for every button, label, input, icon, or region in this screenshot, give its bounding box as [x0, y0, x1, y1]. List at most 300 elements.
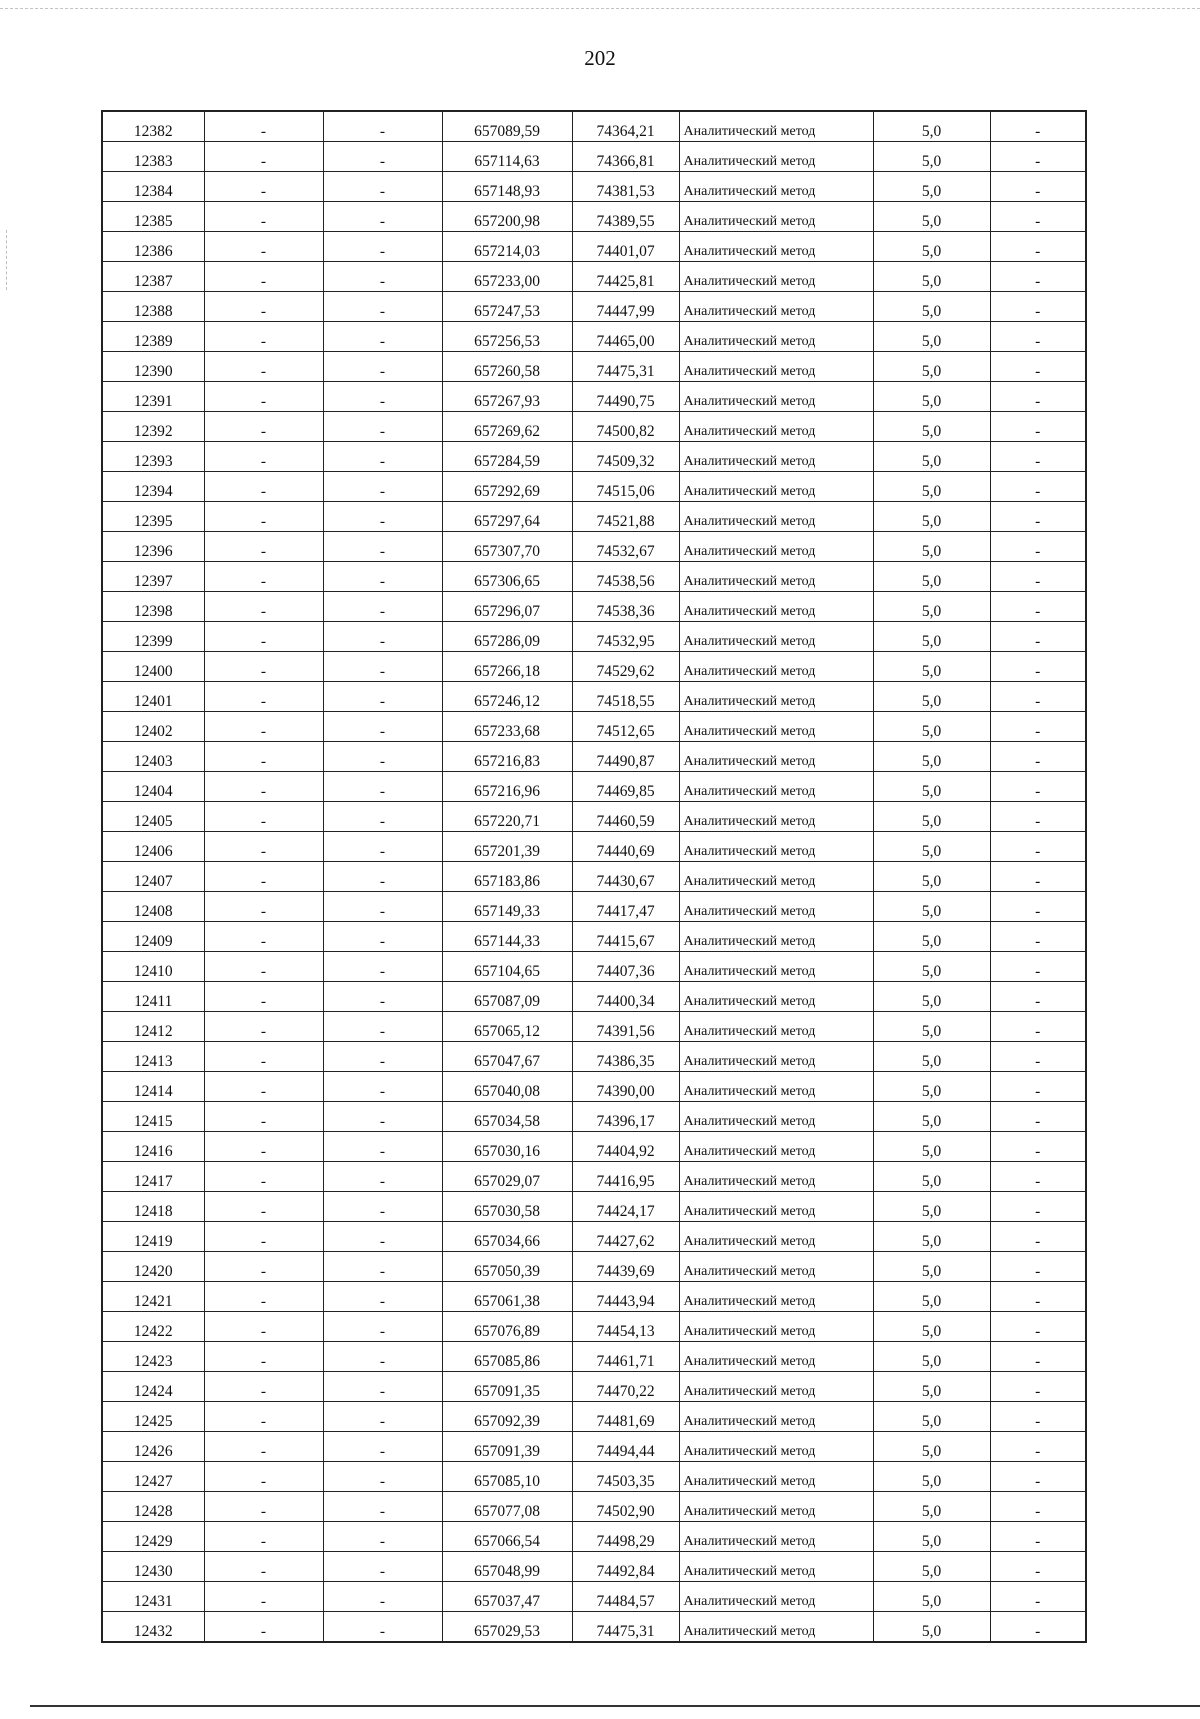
- table-row: [102, 292, 1086, 322]
- cell-coord-x: 657292,69: [442, 472, 572, 502]
- cell-coord-y: 74465,00: [572, 322, 679, 352]
- table-row: [102, 532, 1086, 562]
- cell-point-number: 12390: [102, 352, 204, 382]
- cell-coord-y: 74396,17: [572, 1102, 679, 1132]
- cell-col-8: -: [990, 1132, 1086, 1162]
- cell-col-3: -: [323, 1042, 442, 1072]
- cell-coord-x: 657307,70: [442, 532, 572, 562]
- cell-point-number: 12397: [102, 562, 204, 592]
- cell-point-number: 12428: [102, 1492, 204, 1522]
- cell-col-2: -: [204, 682, 323, 712]
- cell-coord-x: 657247,53: [442, 292, 572, 322]
- cell-coord-y: 74439,69: [572, 1252, 679, 1282]
- cell-col-3: -: [323, 232, 442, 262]
- cell-method: Аналитический метод: [679, 111, 873, 142]
- cell-method: Аналитический метод: [679, 382, 873, 412]
- cell-method: Аналитический метод: [679, 202, 873, 232]
- cell-col-8: -: [990, 532, 1086, 562]
- cell-col-2: -: [204, 532, 323, 562]
- cell-method: Аналитический метод: [679, 1252, 873, 1282]
- cell-col-3: -: [323, 982, 442, 1012]
- cell-col-8: -: [990, 1582, 1086, 1612]
- cell-col-8: -: [990, 412, 1086, 442]
- cell-col-3: -: [323, 1462, 442, 1492]
- cell-col-3: -: [323, 1132, 442, 1162]
- cell-point-number: 12413: [102, 1042, 204, 1072]
- cell-method: Аналитический метод: [679, 232, 873, 262]
- table-row: [102, 712, 1086, 742]
- cell-accuracy: 5,0: [873, 652, 990, 682]
- table-row: [102, 1102, 1086, 1132]
- cell-col-2: -: [204, 622, 323, 652]
- table-row: [102, 1252, 1086, 1282]
- cell-accuracy: 5,0: [873, 772, 990, 802]
- cell-method: Аналитический метод: [679, 652, 873, 682]
- cell-coord-x: 657267,93: [442, 382, 572, 412]
- cell-point-number: 12384: [102, 172, 204, 202]
- cell-accuracy: 5,0: [873, 1612, 990, 1643]
- cell-method: Аналитический метод: [679, 1522, 873, 1552]
- cell-method: Аналитический метод: [679, 322, 873, 352]
- cell-col-2: -: [204, 802, 323, 832]
- cell-accuracy: 5,0: [873, 292, 990, 322]
- cell-col-2: -: [204, 1612, 323, 1643]
- cell-col-8: -: [990, 1522, 1086, 1552]
- table-row: [102, 1492, 1086, 1522]
- cell-accuracy: 5,0: [873, 322, 990, 352]
- cell-accuracy: 5,0: [873, 1312, 990, 1342]
- cell-col-8: -: [990, 1162, 1086, 1192]
- cell-method: Аналитический метод: [679, 172, 873, 202]
- cell-method: Аналитический метод: [679, 742, 873, 772]
- cell-point-number: 12420: [102, 1252, 204, 1282]
- cell-method: Аналитический метод: [679, 1372, 873, 1402]
- cell-col-2: -: [204, 1462, 323, 1492]
- cell-method: Аналитический метод: [679, 1342, 873, 1372]
- cell-coord-x: 657286,09: [442, 622, 572, 652]
- cell-coord-x: 657091,39: [442, 1432, 572, 1462]
- cell-accuracy: 5,0: [873, 1462, 990, 1492]
- cell-col-2: -: [204, 1432, 323, 1462]
- cell-coord-y: 74475,31: [572, 352, 679, 382]
- table-row: [102, 472, 1086, 502]
- cell-coord-x: 657200,98: [442, 202, 572, 232]
- cell-col-3: -: [323, 562, 442, 592]
- cell-accuracy: 5,0: [873, 592, 990, 622]
- cell-accuracy: 5,0: [873, 1132, 990, 1162]
- cell-col-3: -: [323, 111, 442, 142]
- cell-point-number: 12414: [102, 1072, 204, 1102]
- table-row: [102, 652, 1086, 682]
- cell-col-3: -: [323, 1102, 442, 1132]
- cell-col-3: -: [323, 1192, 442, 1222]
- cell-col-8: -: [990, 172, 1086, 202]
- cell-col-2: -: [204, 1342, 323, 1372]
- cell-point-number: 12395: [102, 502, 204, 532]
- cell-col-8: -: [990, 832, 1086, 862]
- cell-coord-y: 74400,34: [572, 982, 679, 1012]
- cell-col-2: -: [204, 1192, 323, 1222]
- cell-col-8: -: [990, 1282, 1086, 1312]
- cell-col-8: -: [990, 111, 1086, 142]
- cell-col-8: -: [990, 382, 1086, 412]
- cell-col-2: -: [204, 892, 323, 922]
- table-row: [102, 1462, 1086, 1492]
- cell-accuracy: 5,0: [873, 682, 990, 712]
- cell-col-2: -: [204, 1372, 323, 1402]
- table-row: [102, 1522, 1086, 1552]
- cell-coord-x: 657149,33: [442, 892, 572, 922]
- cell-coord-x: 657065,12: [442, 1012, 572, 1042]
- cell-col-8: -: [990, 1462, 1086, 1492]
- scan-margin-mark: [6, 230, 7, 290]
- cell-col-3: -: [323, 922, 442, 952]
- cell-accuracy: 5,0: [873, 982, 990, 1012]
- cell-coord-y: 74503,35: [572, 1462, 679, 1492]
- cell-col-2: -: [204, 1552, 323, 1582]
- cell-col-8: -: [990, 202, 1086, 232]
- cell-method: Аналитический метод: [679, 862, 873, 892]
- table-row: [102, 772, 1086, 802]
- table-row: [102, 322, 1086, 352]
- cell-method: Аналитический метод: [679, 1132, 873, 1162]
- cell-coord-y: 74381,53: [572, 172, 679, 202]
- cell-col-8: -: [990, 892, 1086, 922]
- cell-method: Аналитический метод: [679, 1402, 873, 1432]
- cell-col-3: -: [323, 1402, 442, 1432]
- cell-point-number: 12418: [102, 1192, 204, 1222]
- cell-point-number: 12408: [102, 892, 204, 922]
- cell-col-3: -: [323, 1282, 442, 1312]
- cell-method: Аналитический метод: [679, 292, 873, 322]
- table-row: [102, 1222, 1086, 1252]
- cell-col-3: -: [323, 622, 442, 652]
- cell-coord-y: 74454,13: [572, 1312, 679, 1342]
- cell-coord-x: 657037,47: [442, 1582, 572, 1612]
- cell-col-2: -: [204, 922, 323, 952]
- cell-accuracy: 5,0: [873, 472, 990, 502]
- table-row: [102, 1312, 1086, 1342]
- cell-coord-x: 657034,58: [442, 1102, 572, 1132]
- cell-coord-y: 74484,57: [572, 1582, 679, 1612]
- cell-coord-y: 74512,65: [572, 712, 679, 742]
- cell-col-2: -: [204, 1402, 323, 1432]
- cell-col-2: -: [204, 1312, 323, 1342]
- table-row: [102, 622, 1086, 652]
- cell-col-8: -: [990, 592, 1086, 622]
- table-row: [102, 1012, 1086, 1042]
- cell-coord-x: 657266,18: [442, 652, 572, 682]
- cell-point-number: 12391: [102, 382, 204, 412]
- table-row: [102, 1162, 1086, 1192]
- cell-coord-y: 74440,69: [572, 832, 679, 862]
- cell-coord-y: 74427,62: [572, 1222, 679, 1252]
- cell-col-2: -: [204, 952, 323, 982]
- cell-method: Аналитический метод: [679, 922, 873, 952]
- cell-point-number: 12386: [102, 232, 204, 262]
- cell-point-number: 12387: [102, 262, 204, 292]
- cell-coord-x: 657092,39: [442, 1402, 572, 1432]
- cell-coord-y: 74494,44: [572, 1432, 679, 1462]
- cell-method: Аналитический метод: [679, 622, 873, 652]
- table-row: [102, 172, 1086, 202]
- table-row: [102, 262, 1086, 292]
- cell-coord-y: 74430,67: [572, 862, 679, 892]
- cell-coord-x: 657148,93: [442, 172, 572, 202]
- cell-coord-x: 657089,59: [442, 111, 572, 142]
- cell-coord-y: 74515,06: [572, 472, 679, 502]
- cell-point-number: 12383: [102, 142, 204, 172]
- cell-point-number: 12410: [102, 952, 204, 982]
- cell-col-2: -: [204, 742, 323, 772]
- cell-col-3: -: [323, 1222, 442, 1252]
- cell-accuracy: 5,0: [873, 412, 990, 442]
- cell-accuracy: 5,0: [873, 1552, 990, 1582]
- cell-col-2: -: [204, 111, 323, 142]
- cell-col-8: -: [990, 1432, 1086, 1462]
- cell-col-8: -: [990, 622, 1086, 652]
- table-row: [102, 952, 1086, 982]
- cell-col-8: -: [990, 1402, 1086, 1432]
- cell-coord-x: 657216,96: [442, 772, 572, 802]
- cell-coord-y: 74475,31: [572, 1612, 679, 1643]
- cell-col-2: -: [204, 1492, 323, 1522]
- cell-coord-x: 657114,63: [442, 142, 572, 172]
- cell-coord-x: 657144,33: [442, 922, 572, 952]
- cell-point-number: 12388: [102, 292, 204, 322]
- cell-col-8: -: [990, 952, 1086, 982]
- cell-col-2: -: [204, 1102, 323, 1132]
- cell-method: Аналитический метод: [679, 892, 873, 922]
- coordinates-table-body: [102, 111, 1086, 1642]
- table-row: [102, 382, 1086, 412]
- cell-col-3: -: [323, 1252, 442, 1282]
- cell-col-3: -: [323, 532, 442, 562]
- table-row: [102, 1072, 1086, 1102]
- cell-coord-y: 74521,88: [572, 502, 679, 532]
- cell-coord-y: 74390,00: [572, 1072, 679, 1102]
- cell-point-number: 12385: [102, 202, 204, 232]
- cell-point-number: 12400: [102, 652, 204, 682]
- cell-coord-x: 657029,07: [442, 1162, 572, 1192]
- cell-col-8: -: [990, 772, 1086, 802]
- cell-col-8: -: [990, 352, 1086, 382]
- cell-col-2: -: [204, 1132, 323, 1162]
- cell-coord-x: 657048,99: [442, 1552, 572, 1582]
- cell-method: Аналитический метод: [679, 1462, 873, 1492]
- cell-coord-x: 657201,39: [442, 832, 572, 862]
- cell-accuracy: 5,0: [873, 442, 990, 472]
- cell-col-2: -: [204, 712, 323, 742]
- cell-method: Аналитический метод: [679, 1582, 873, 1612]
- cell-col-3: -: [323, 1162, 442, 1192]
- cell-col-3: -: [323, 832, 442, 862]
- cell-method: Аналитический метод: [679, 982, 873, 1012]
- cell-col-8: -: [990, 1372, 1086, 1402]
- cell-col-2: -: [204, 982, 323, 1012]
- cell-col-3: -: [323, 862, 442, 892]
- cell-accuracy: 5,0: [873, 172, 990, 202]
- cell-coord-y: 74470,22: [572, 1372, 679, 1402]
- cell-coord-x: 657061,38: [442, 1282, 572, 1312]
- cell-col-8: -: [990, 1552, 1086, 1582]
- cell-col-8: -: [990, 292, 1086, 322]
- table-row: [102, 1342, 1086, 1372]
- cell-method: Аналитический метод: [679, 1222, 873, 1252]
- cell-col-3: -: [323, 322, 442, 352]
- cell-coord-x: 657246,12: [442, 682, 572, 712]
- cell-accuracy: 5,0: [873, 622, 990, 652]
- table-row: [102, 502, 1086, 532]
- cell-coord-x: 657091,35: [442, 1372, 572, 1402]
- cell-point-number: 12407: [102, 862, 204, 892]
- table-row: [102, 1582, 1086, 1612]
- cell-coord-x: 657220,71: [442, 802, 572, 832]
- cell-col-8: -: [990, 1342, 1086, 1372]
- cell-col-2: -: [204, 652, 323, 682]
- cell-coord-x: 657047,67: [442, 1042, 572, 1072]
- cell-accuracy: 5,0: [873, 1372, 990, 1402]
- cell-col-3: -: [323, 262, 442, 292]
- cell-method: Аналитический метод: [679, 1492, 873, 1522]
- cell-coord-x: 657269,62: [442, 412, 572, 442]
- cell-point-number: 12406: [102, 832, 204, 862]
- cell-coord-y: 74492,84: [572, 1552, 679, 1582]
- cell-method: Аналитический метод: [679, 1042, 873, 1072]
- table-row: [102, 1612, 1086, 1643]
- cell-col-8: -: [990, 1312, 1086, 1342]
- cell-accuracy: 5,0: [873, 202, 990, 232]
- cell-coord-y: 74529,62: [572, 652, 679, 682]
- cell-coord-y: 74404,92: [572, 1132, 679, 1162]
- cell-method: Аналитический метод: [679, 952, 873, 982]
- cell-method: Аналитический метод: [679, 562, 873, 592]
- cell-accuracy: 5,0: [873, 562, 990, 592]
- cell-point-number: 12389: [102, 322, 204, 352]
- cell-col-3: -: [323, 1522, 442, 1552]
- cell-accuracy: 5,0: [873, 952, 990, 982]
- cell-method: Аналитический метод: [679, 772, 873, 802]
- cell-col-2: -: [204, 772, 323, 802]
- cell-coord-y: 74443,94: [572, 1282, 679, 1312]
- cell-col-8: -: [990, 802, 1086, 832]
- cell-col-8: -: [990, 232, 1086, 262]
- cell-col-2: -: [204, 202, 323, 232]
- cell-method: Аналитический метод: [679, 352, 873, 382]
- cell-col-3: -: [323, 652, 442, 682]
- cell-coord-y: 74366,81: [572, 142, 679, 172]
- cell-col-8: -: [990, 862, 1086, 892]
- cell-col-8: -: [990, 442, 1086, 472]
- cell-point-number: 12394: [102, 472, 204, 502]
- table-row: [102, 862, 1086, 892]
- cell-point-number: 12398: [102, 592, 204, 622]
- cell-point-number: 12382: [102, 111, 204, 142]
- cell-point-number: 12404: [102, 772, 204, 802]
- cell-col-3: -: [323, 382, 442, 412]
- cell-accuracy: 5,0: [873, 892, 990, 922]
- table-row: [102, 1552, 1086, 1582]
- cell-accuracy: 5,0: [873, 832, 990, 862]
- cell-coord-y: 74532,95: [572, 622, 679, 652]
- cell-coord-x: 657233,00: [442, 262, 572, 292]
- cell-accuracy: 5,0: [873, 1102, 990, 1132]
- cell-method: Аналитический метод: [679, 1102, 873, 1132]
- cell-coord-y: 74538,36: [572, 592, 679, 622]
- cell-col-2: -: [204, 442, 323, 472]
- cell-method: Аналитический метод: [679, 1012, 873, 1042]
- cell-col-8: -: [990, 562, 1086, 592]
- cell-col-2: -: [204, 1282, 323, 1312]
- cell-coord-x: 657050,39: [442, 1252, 572, 1282]
- cell-col-3: -: [323, 172, 442, 202]
- cell-coord-x: 657085,10: [442, 1462, 572, 1492]
- cell-accuracy: 5,0: [873, 1042, 990, 1072]
- cell-col-3: -: [323, 1072, 442, 1102]
- cell-accuracy: 5,0: [873, 1192, 990, 1222]
- cell-col-8: -: [990, 1492, 1086, 1522]
- cell-col-8: -: [990, 1612, 1086, 1643]
- cell-coord-x: 657104,65: [442, 952, 572, 982]
- cell-col-2: -: [204, 592, 323, 622]
- cell-method: Аналитический метод: [679, 412, 873, 442]
- cell-col-2: -: [204, 382, 323, 412]
- cell-coord-x: 657034,66: [442, 1222, 572, 1252]
- cell-coord-y: 74498,29: [572, 1522, 679, 1552]
- cell-col-8: -: [990, 502, 1086, 532]
- cell-col-3: -: [323, 442, 442, 472]
- cell-col-3: -: [323, 772, 442, 802]
- cell-point-number: 12423: [102, 1342, 204, 1372]
- cell-coord-x: 657296,07: [442, 592, 572, 622]
- table-row: [102, 1132, 1086, 1162]
- coordinates-table: [101, 110, 1087, 1643]
- cell-point-number: 12409: [102, 922, 204, 952]
- cell-point-number: 12425: [102, 1402, 204, 1432]
- cell-accuracy: 5,0: [873, 802, 990, 832]
- table-row: [102, 982, 1086, 1012]
- cell-method: Аналитический метод: [679, 832, 873, 862]
- cell-method: Аналитический метод: [679, 1552, 873, 1582]
- cell-coord-x: 657256,53: [442, 322, 572, 352]
- table-row: [102, 922, 1086, 952]
- cell-coord-y: 74481,69: [572, 1402, 679, 1432]
- cell-col-2: -: [204, 292, 323, 322]
- table-row: [102, 832, 1086, 862]
- cell-coord-x: 657214,03: [442, 232, 572, 262]
- cell-coord-y: 74538,56: [572, 562, 679, 592]
- cell-point-number: 12401: [102, 682, 204, 712]
- table-row: [102, 1402, 1086, 1432]
- cell-accuracy: 5,0: [873, 1012, 990, 1042]
- scan-edge-bottom: [30, 1705, 1200, 1707]
- cell-coord-y: 74416,95: [572, 1162, 679, 1192]
- cell-col-3: -: [323, 412, 442, 442]
- table-row: [102, 802, 1086, 832]
- cell-coord-x: 657030,58: [442, 1192, 572, 1222]
- cell-col-2: -: [204, 1042, 323, 1072]
- cell-col-2: -: [204, 262, 323, 292]
- cell-coord-x: 657183,86: [442, 862, 572, 892]
- table-row: [102, 1042, 1086, 1072]
- cell-col-8: -: [990, 1102, 1086, 1132]
- cell-coord-y: 74386,35: [572, 1042, 679, 1072]
- table-row: [102, 562, 1086, 592]
- page-number: 202: [584, 46, 616, 70]
- cell-coord-y: 74490,87: [572, 742, 679, 772]
- cell-col-3: -: [323, 952, 442, 982]
- cell-col-2: -: [204, 412, 323, 442]
